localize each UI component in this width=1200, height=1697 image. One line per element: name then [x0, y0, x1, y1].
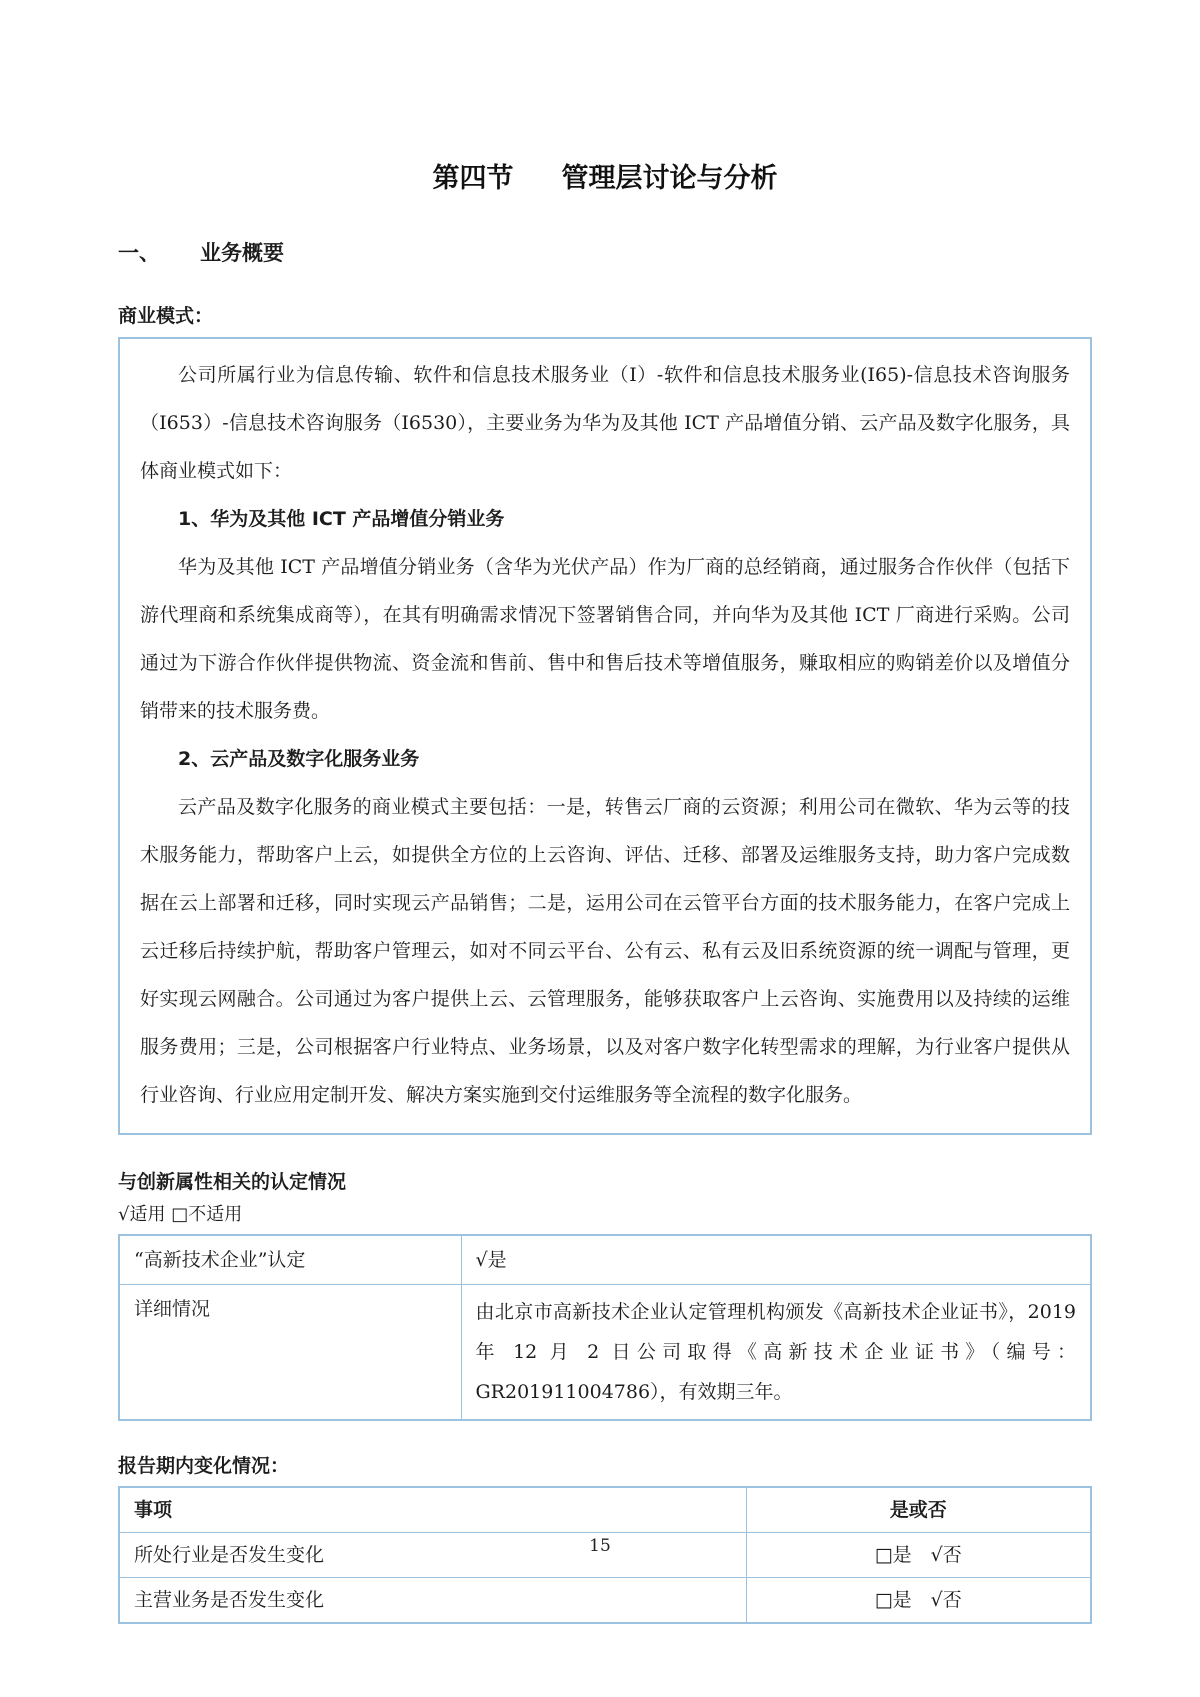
changes-header-item: 事项	[119, 1487, 746, 1533]
innovation-table	[118, 1234, 1092, 1421]
innovation-row-value: √是	[461, 1235, 1091, 1285]
page-title	[118, 156, 1092, 195]
innovation-row-label: 详细情况	[119, 1285, 461, 1421]
section-number: 一、	[118, 241, 160, 265]
table-row	[119, 1235, 1091, 1285]
page-number: 15	[589, 1536, 611, 1556]
section-heading-business-overview	[118, 237, 1092, 267]
innovation-applicability-line: √适用 □不适用	[118, 1204, 243, 1225]
innovation-section-title: 与创新属性相关的认定情况	[118, 1171, 347, 1193]
changes-row-item: 主营业务是否发生变化	[119, 1578, 746, 1624]
business-model-label: 商业模式：	[118, 305, 214, 327]
innovation-detail-text: 由北京市高新技术企业认定管理机构颁发《高新技术企业证书》，2019 年 12 月 2 日公司取得《高新技术企业证书》（编号：GR201911004786），有效期三年。	[475, 1301, 1076, 1403]
section-title: 业务概要	[200, 241, 284, 265]
business-model-paragraph: 华为及其他 ICT 产品增值分销业务（含华为光伏产品）作为厂商的总经销商，通过服务合作伙伴（包括下游代理商和系统集成商等），在其有明确需求情况下签署销售合同，并向华为及其他 ICT 厂商进行采购。公司通过为下游合作伙伴提供物流、资金流和售前、售中和售后技术等增值服务，赚取相应的购销差价以及增值分销带来的技术服务费。	[140, 556, 1070, 722]
changes-row-answer: □是 √否	[746, 1533, 1091, 1578]
business-model-paragraph: 公司所属行业为信息传输、软件和信息技术服务业（I）-软件和信息技术服务业(I65)-信息技术咨询服务（I653）-信息技术咨询服务（I6530），主要业务为华为及其他 ICT 产品增值分销、云产品及数字化服务，具体商业模式如下：	[140, 364, 1070, 482]
business-model-subheading-1: 1、华为及其他 ICT 产品增值分销业务	[178, 508, 505, 530]
page-content	[118, 0, 1092, 1624]
innovation-row-value	[461, 1285, 1091, 1421]
innovation-row-label: “高新技术企业”认定	[119, 1235, 461, 1285]
changes-header-answer: 是或否	[746, 1487, 1091, 1533]
changes-section-title: 报告期内变化情况：	[118, 1455, 290, 1477]
table-header-row	[119, 1487, 1091, 1533]
changes-row-answer: □是 √否	[746, 1578, 1091, 1624]
table-row	[119, 1578, 1091, 1624]
changes-row-item: 所处行业是否发生变化	[119, 1533, 746, 1578]
business-model-box	[118, 337, 1092, 1135]
page-title-text: 管理层讨论与分析	[561, 163, 778, 194]
table-row	[119, 1285, 1091, 1421]
business-model-subheading-2: 2、云产品及数字化服务业务	[178, 748, 420, 770]
business-model-paragraph: 云产品及数字化服务的商业模式主要包括：一是，转售云厂商的云资源；利用公司在微软、华为云等的技术服务能力，帮助客户上云，如提供全方位的上云咨询、评估、迁移、部署及运维服务支持，助力客户完成数据在云上部署和迁移，同时实现云产品销售；二是，运用公司在云管平台方面的技术服务能力，在客户完成上云迁移后持续护航，帮助客户管理云，如对不同云平台、公有云、私有云及旧系统资源的统一调配与管理，更好实现云网融合。公司通过为客户提供上云、云管理服务，能够获取客户上云咨询、实施费用以及持续的运维服务费用；三是，公司根据客户行业特点、业务场景，以及对客户数字化转型需求的理解，为行业客户提供从行业咨询、行业应用定制开发、解决方案实施到交付运维服务等全流程的数字化服务。	[140, 796, 1070, 1106]
page-title-section-number: 第四节	[432, 163, 514, 194]
